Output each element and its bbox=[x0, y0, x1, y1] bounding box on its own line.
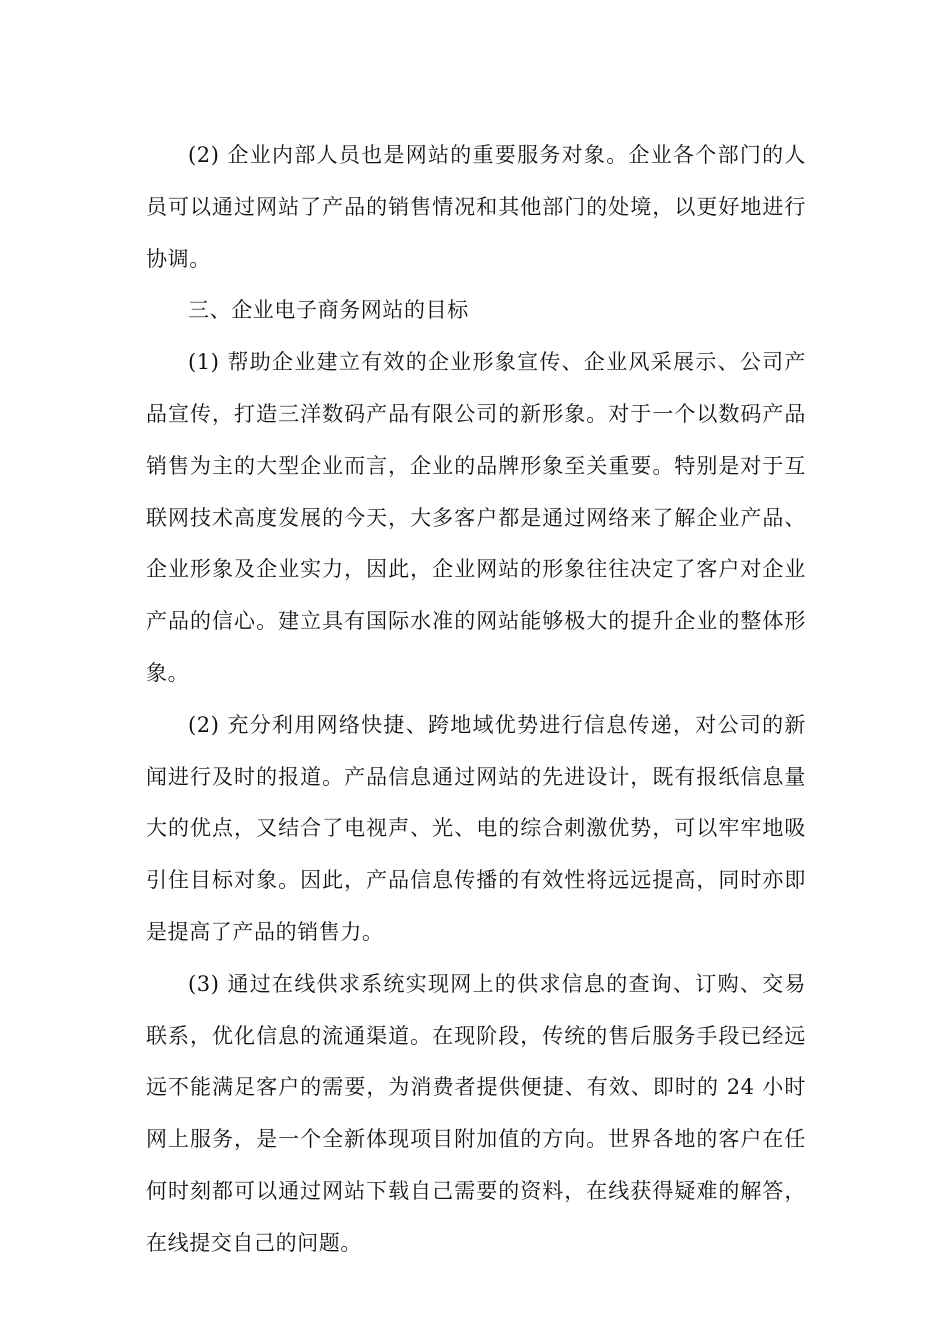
document-body bbox=[146, 130, 806, 1270]
paragraph-goal-3: (3) 通过在线供求系统实现网上的供求信息的查询、订购、交易联系，优化信息的流通渠道。在现阶段，传统的售后服务手段已经远远不能满足客户的需要，为消费者提供便捷、有效、即时的 24 小时网上服务，是一个全新体现项目附加值的方向。世界各地的客户在任何时刻都可以通过网站下载自己需要的资料，在线获得疑难的解答，在线提交自己的问题。 bbox=[146, 971, 806, 1255]
section-heading-website-goals: 三、企业电子商务网站的目标 bbox=[188, 298, 469, 323]
paragraph-internal-staff: (2) 企业内部人员也是网站的重要服务对象。企业各个部门的人员可以通过网站了产品的销售情况和其他部门的处境，以更好地进行协调。 bbox=[146, 143, 806, 271]
paragraph-goal-1: (1) 帮助企业建立有效的企业形象宣传、企业风采展示、公司产品宣传，打造三洋数码产品有限公司的新形象。对于一个以数码产品销售为主的大型企业而言，企业的品牌形象至关重要。特别是对于互联网技术高度发展的今天，大多客户都是通过网络来了解企业产品、企业形象及企业实力，因此，企业网站的形象往往决定了客户对企业产品的信心。建立具有国际水准的网站能够极大的提升企业的整体形象。 bbox=[146, 350, 806, 685]
paragraph-goal-2: (2) 充分利用网络快捷、跨地域优势进行信息传递，对公司的新闻进行及时的报道。产品信息通过网站的先进设计，既有报纸信息量大的优点，又结合了电视声、光、电的综合刺激优势，可以牢牢地吸引住目标对象。因此，产品信息传播的有效性将远远提高，同时亦即是提高了产品的销售力。 bbox=[146, 712, 806, 944]
